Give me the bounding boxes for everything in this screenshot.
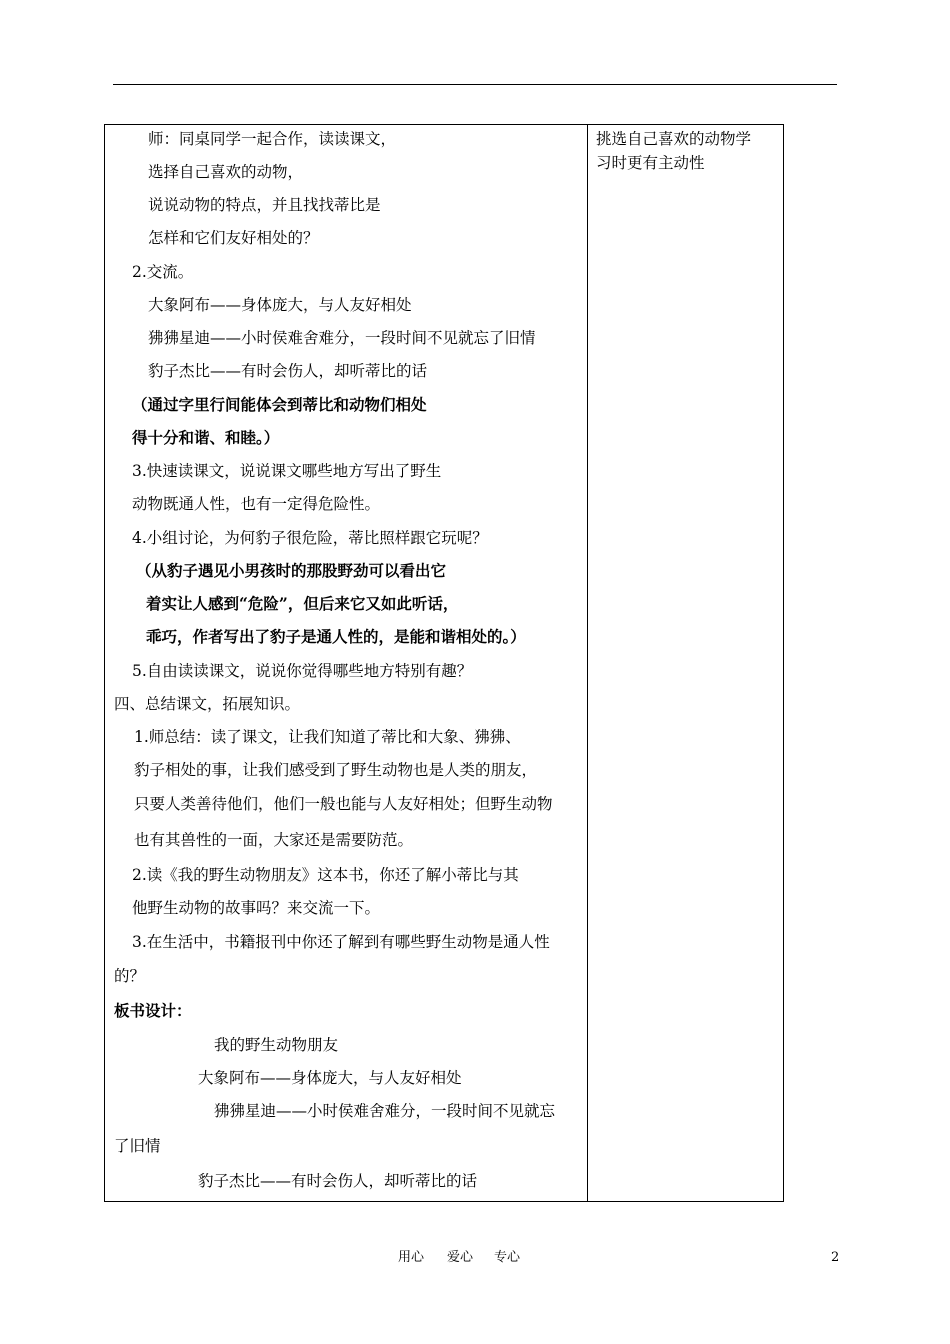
column-divider [587, 124, 588, 1202]
note-line: 习时更有主动性 [596, 154, 705, 172]
text-line-bold: （从豹子遇见小男孩时的那股野劲可以看出它 [136, 561, 447, 580]
text-line: 豹子杰比——有时会伤人，却听蒂比的话 [198, 1172, 478, 1190]
text-line-bold: （通过字里行间能体会到蒂比和动物们相处 [132, 395, 427, 414]
text-line: 他野生动物的故事吗？来交流一下。 [132, 899, 381, 917]
text-line: 大象阿布——身体庞大，与人友好相处 [198, 1069, 462, 1087]
text-line: 豹子相处的事，让我们感受到了野生动物也是人类的朋友， [134, 761, 538, 779]
text-line: 狒狒星迪——小时侯难舍难分，一段时间不见就忘了旧情 [148, 329, 536, 347]
text-line: 怎样和它们友好相处的？ [148, 229, 319, 247]
text-line-bold: 着实让人感到“危险”，但后来它又如此听话， [146, 594, 459, 613]
header-rule [113, 84, 837, 85]
footer-motto-1: 用心 [398, 1250, 425, 1265]
text-line: 的？ [114, 967, 146, 985]
text-line: 4.小组讨论，为何豹子很危险，蒂比照样跟它玩呢？ [132, 529, 488, 547]
text-line: 3.快速读课文，说说课文哪些地方写出了野生 [132, 462, 442, 480]
text-line: 2.交流。 [132, 263, 194, 281]
text-line-bold: 得十分和谐、和睦。） [132, 428, 280, 447]
text-line: 大象阿布——身体庞大，与人友好相处 [148, 296, 412, 314]
text-line: 豹子杰比——有时会伤人，却听蒂比的话 [148, 362, 428, 380]
text-line: 3.在生活中，书籍报刊中你还了解到有哪些野生动物是通人性 [132, 933, 550, 951]
board-design-heading: 板书设计： [114, 1001, 192, 1020]
text-line: 2.读《我的野生动物朋友》这本书，你还了解小蒂比与其 [132, 866, 519, 884]
text-line: 1.师总结：读了课文，让我们知道了蒂比和大象、狒狒、 [134, 728, 521, 746]
text-line: 动物既通人性，也有一定得危险性。 [132, 495, 381, 513]
text-line: 5.自由读读课文，说说你觉得哪些地方特别有趣？ [132, 662, 473, 680]
text-line: 师：同桌同学一起合作，读读课文， [148, 130, 397, 148]
footer-motto-2: 爱心 [447, 1250, 474, 1265]
text-line: 选择自己喜欢的动物， [148, 163, 304, 181]
text-line: 四、总结课文，拓展知识。 [114, 695, 301, 713]
footer-motto-3: 专心 [494, 1250, 521, 1265]
text-line: 说说动物的特点，并且找找蒂比是 [148, 196, 381, 214]
text-line: 狒狒星迪——小时侯难舍难分，一段时间不见就忘 [214, 1102, 556, 1120]
board-title: 我的野生动物朋友 [214, 1036, 339, 1054]
text-line: 也有其兽性的一面，大家还是需要防范。 [134, 831, 414, 849]
page-number: 2 [831, 1250, 840, 1265]
text-line: 只要人类善待他们，他们一般也能与人友好相处；但野生动物 [134, 795, 553, 813]
note-line: 挑选自己喜欢的动物学 [596, 130, 752, 148]
text-line-bold: 乖巧，作者写出了豹子是通人性的，是能和谐相处的。） [146, 627, 526, 646]
text-line: 了旧情 [114, 1137, 161, 1155]
